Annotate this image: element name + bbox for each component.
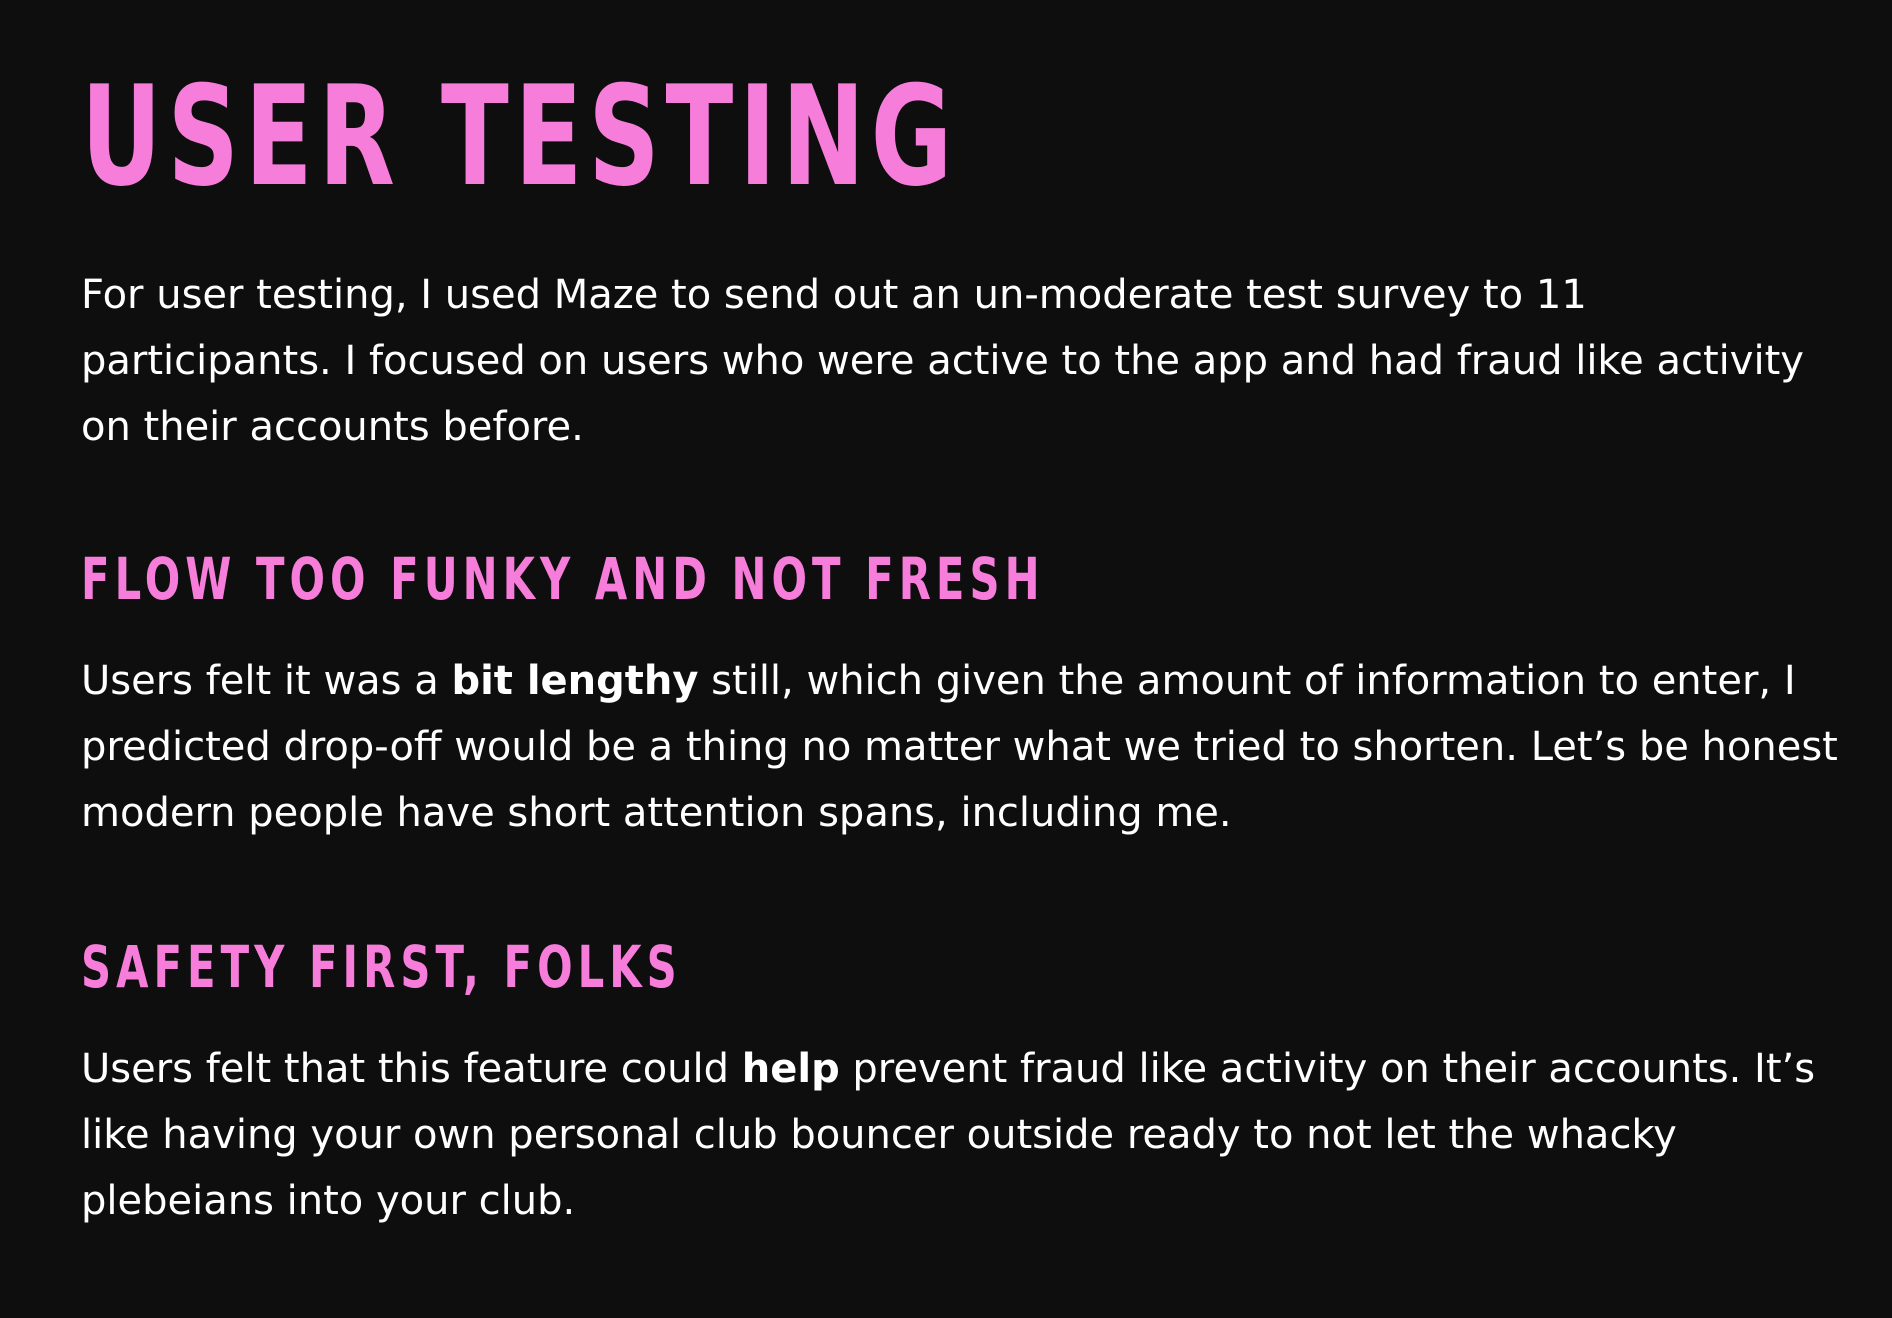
intro-paragraph: For user testing, I used Maze to send out an un-moderate test survey to 11 participants. I focused on users who were active to the app and had fraud like activity on their accounts before.: [81, 272, 1804, 450]
paragraph-text: Users felt that this feature could: [81, 1046, 742, 1092]
emphasis-text: help: [741, 1046, 840, 1092]
emphasis-text: bit lengthy: [451, 658, 699, 704]
paragraph-text: still, which given the amount of information to enter, I predicted drop-off would be a thing no matter what we tried to shorten. Let’s be honest modern people have short attention spans, including me.: [81, 658, 1838, 836]
section-heading-safety: SAFETY FIRST, FOLKS: [81, 933, 682, 1001]
page-title: USER TESTING: [81, 56, 959, 217]
section-paragraph-safety: [81, 1036, 1841, 1234]
paragraph-text: prevent fraud like activity on their accounts. It’s like having your own personal club bouncer outside ready to not let the whacky plebeians into your club.: [81, 1046, 1816, 1224]
section-paragraph-flow: [81, 648, 1841, 846]
section-heading-flow: FLOW TOO FUNKY AND NOT FRESH: [81, 545, 1045, 613]
paragraph-text: Users felt it was a: [81, 658, 452, 704]
